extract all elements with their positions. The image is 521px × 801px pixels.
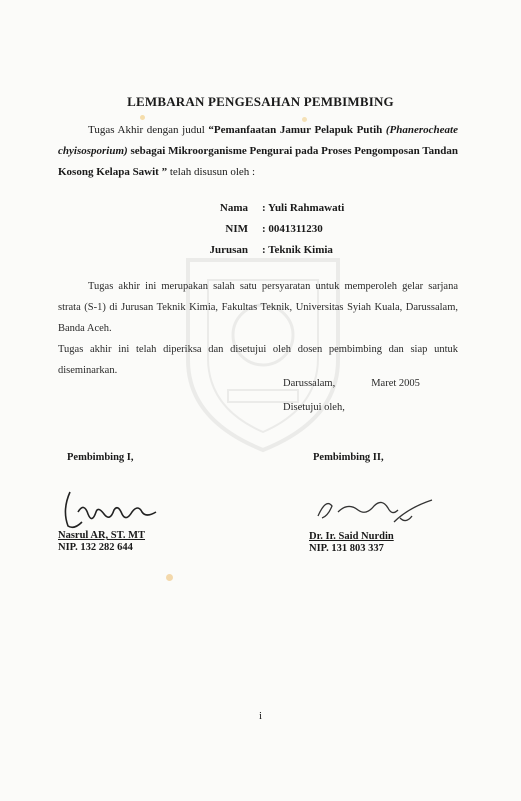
supervisor2-heading: Pembimbing II, xyxy=(313,452,384,463)
student-info xyxy=(198,202,344,265)
supervisor1-signature xyxy=(58,482,168,532)
intro-paragraph xyxy=(58,120,458,183)
nim-value: : 0041311230 xyxy=(262,223,323,235)
page-title: LEMBARAN PENGESAHAN PEMBIMBING xyxy=(127,94,394,109)
nim-label: NIM xyxy=(225,223,248,235)
page-number: i xyxy=(258,710,263,722)
supervisor1-name: Nasrul AR, ST. MT xyxy=(58,530,146,541)
thesis-title-species: (Phanerocheate chyisosporium) xyxy=(58,124,458,157)
supervisor1-block xyxy=(58,530,145,554)
paragraph-approval: Tugas akhir ini telah diperiksa dan disetujui oleh dosen pembimbing dan siap untuk diseminarkan. xyxy=(58,344,458,376)
student-name-row xyxy=(198,202,344,223)
dept-value: : Teknik Kimia xyxy=(262,244,333,256)
student-dept-row xyxy=(198,244,344,265)
place-text: Darussalam, xyxy=(283,378,336,389)
supervisor2-block xyxy=(309,531,394,555)
intro-prefix: Tugas Akhir dengan judul xyxy=(88,124,209,136)
place-date-block xyxy=(283,372,420,420)
paragraph-requirement: Tugas akhir ini merupakan salah satu persyaratan untuk memperoleh gelar sarjana strata (S-1) di Jurusan Teknik Kimia, Fakultas Teknik, Universitas Syiah Kuala, Darussalam, Banda Aceh. xyxy=(58,281,458,334)
approved-by-text: Disetujui oleh, xyxy=(283,402,345,413)
supervisor1-nip: NIP. 132 282 644 xyxy=(58,542,133,553)
thesis-title: “Pemanfaatan Jamur Pelapuk Putih xyxy=(208,124,383,136)
dept-label: Jurusan xyxy=(209,244,248,256)
date-text: Maret 2005 xyxy=(371,378,420,389)
name-label: Nama xyxy=(219,202,248,214)
body-text xyxy=(58,276,458,381)
thesis-title-rest: sebagai Mikroorganisme Pengurai pada Proses Pengomposan Tandan Kosong Kelapa Sawit ” xyxy=(58,145,458,178)
supervisor2-nip: NIP. 131 803 337 xyxy=(309,543,384,554)
supervisor1-heading: Pembimbing I, xyxy=(67,452,134,463)
name-value: : Yuli Rahmawati xyxy=(262,202,345,214)
paper-speck xyxy=(166,574,173,581)
intro-suffix: telah disusun oleh : xyxy=(167,166,256,178)
supervisor2-signature xyxy=(308,488,438,528)
supervisor2-name: Dr. Ir. Said Nurdin xyxy=(309,531,394,542)
student-nim-row xyxy=(198,223,344,244)
